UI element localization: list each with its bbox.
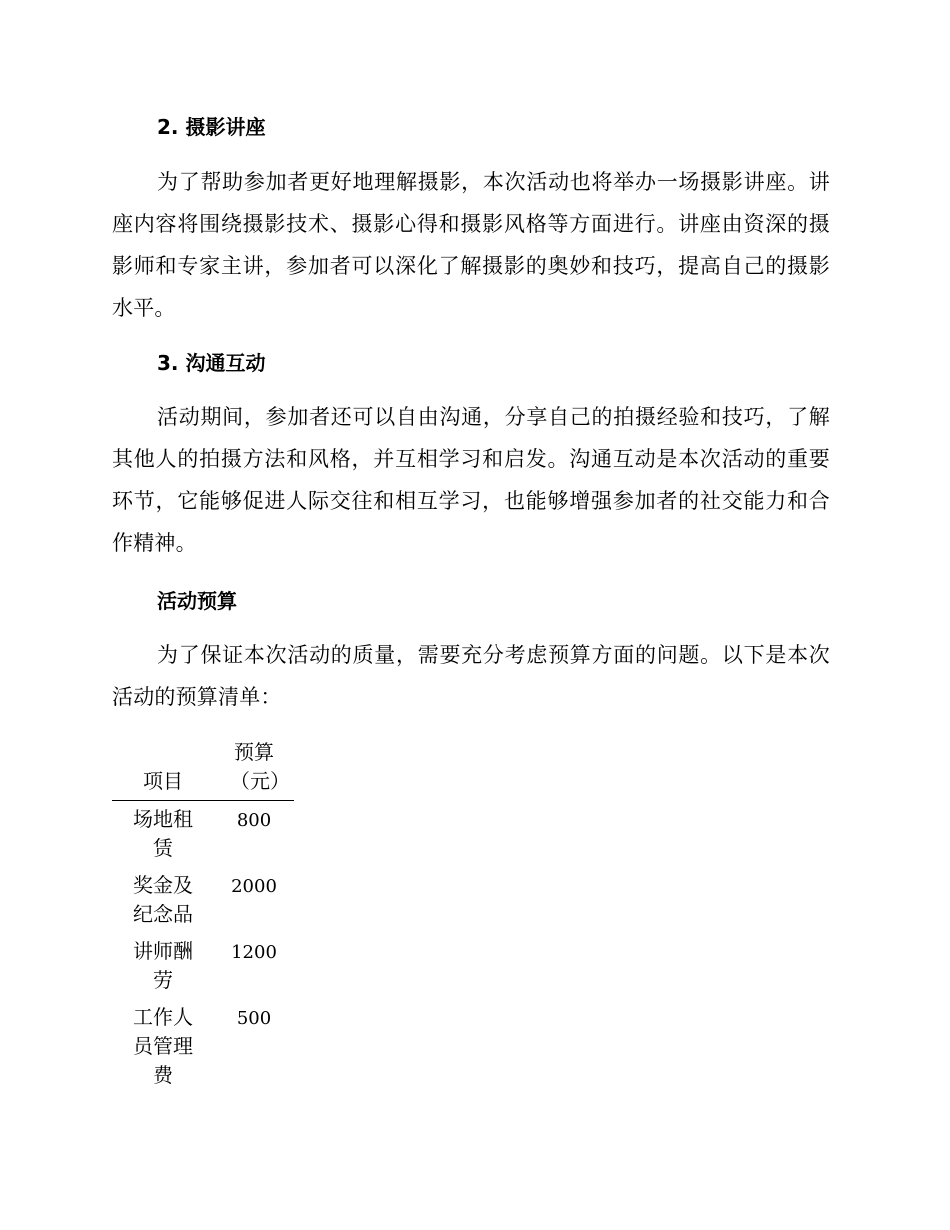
section-heading-interaction: 3. 沟通互动 xyxy=(157,351,266,375)
row-amount: 800 xyxy=(236,810,272,831)
budget-table xyxy=(112,738,294,1094)
row-amount: 2000 xyxy=(231,876,277,897)
row-amount: 500 xyxy=(236,1008,272,1029)
header-item: 项目 xyxy=(112,738,214,801)
section-heading-budget: 活动预算 xyxy=(157,589,237,613)
table-row xyxy=(112,933,294,999)
table-row xyxy=(112,999,294,1094)
row-item: 场地租赁 xyxy=(133,807,193,860)
row-item: 工作人员管理费 xyxy=(133,1005,193,1087)
row-item: 讲师酬劳 xyxy=(133,939,193,992)
row-amount: 1200 xyxy=(231,942,277,963)
table-row xyxy=(112,867,294,933)
row-item: 奖金及纪念品 xyxy=(133,873,193,926)
table-row xyxy=(112,801,294,868)
section-paragraph-lecture: 为了帮助参加者更好地理解摄影，本次活动也将举办一场摄影讲座。讲座内容将围绕摄影技术、摄影心得和摄影风格等方面进行。讲座由资深的摄影师和专家主讲，参加者可以深化了解摄影的奥妙和技巧，提高自己的摄影水平。 xyxy=(112,170,830,320)
table-header-row xyxy=(112,738,294,801)
section-paragraph-interaction: 活动期间，参加者还可以自由沟通，分享自己的拍摄经验和技巧，了解其他人的拍摄方法和风格，并互相学习和启发。沟通互动是本次活动的重要环节，它能够促进人际交往和相互学习，也能够增强参加者的社交能力和合作精神。 xyxy=(112,405,830,555)
section-paragraph-budget: 为了保证本次活动的质量，需要充分考虑预算方面的问题。以下是本次活动的预算清单： xyxy=(112,643,830,709)
header-amount: 预算（元） xyxy=(214,738,294,801)
section-heading-lecture: 2. 摄影讲座 xyxy=(157,115,266,139)
